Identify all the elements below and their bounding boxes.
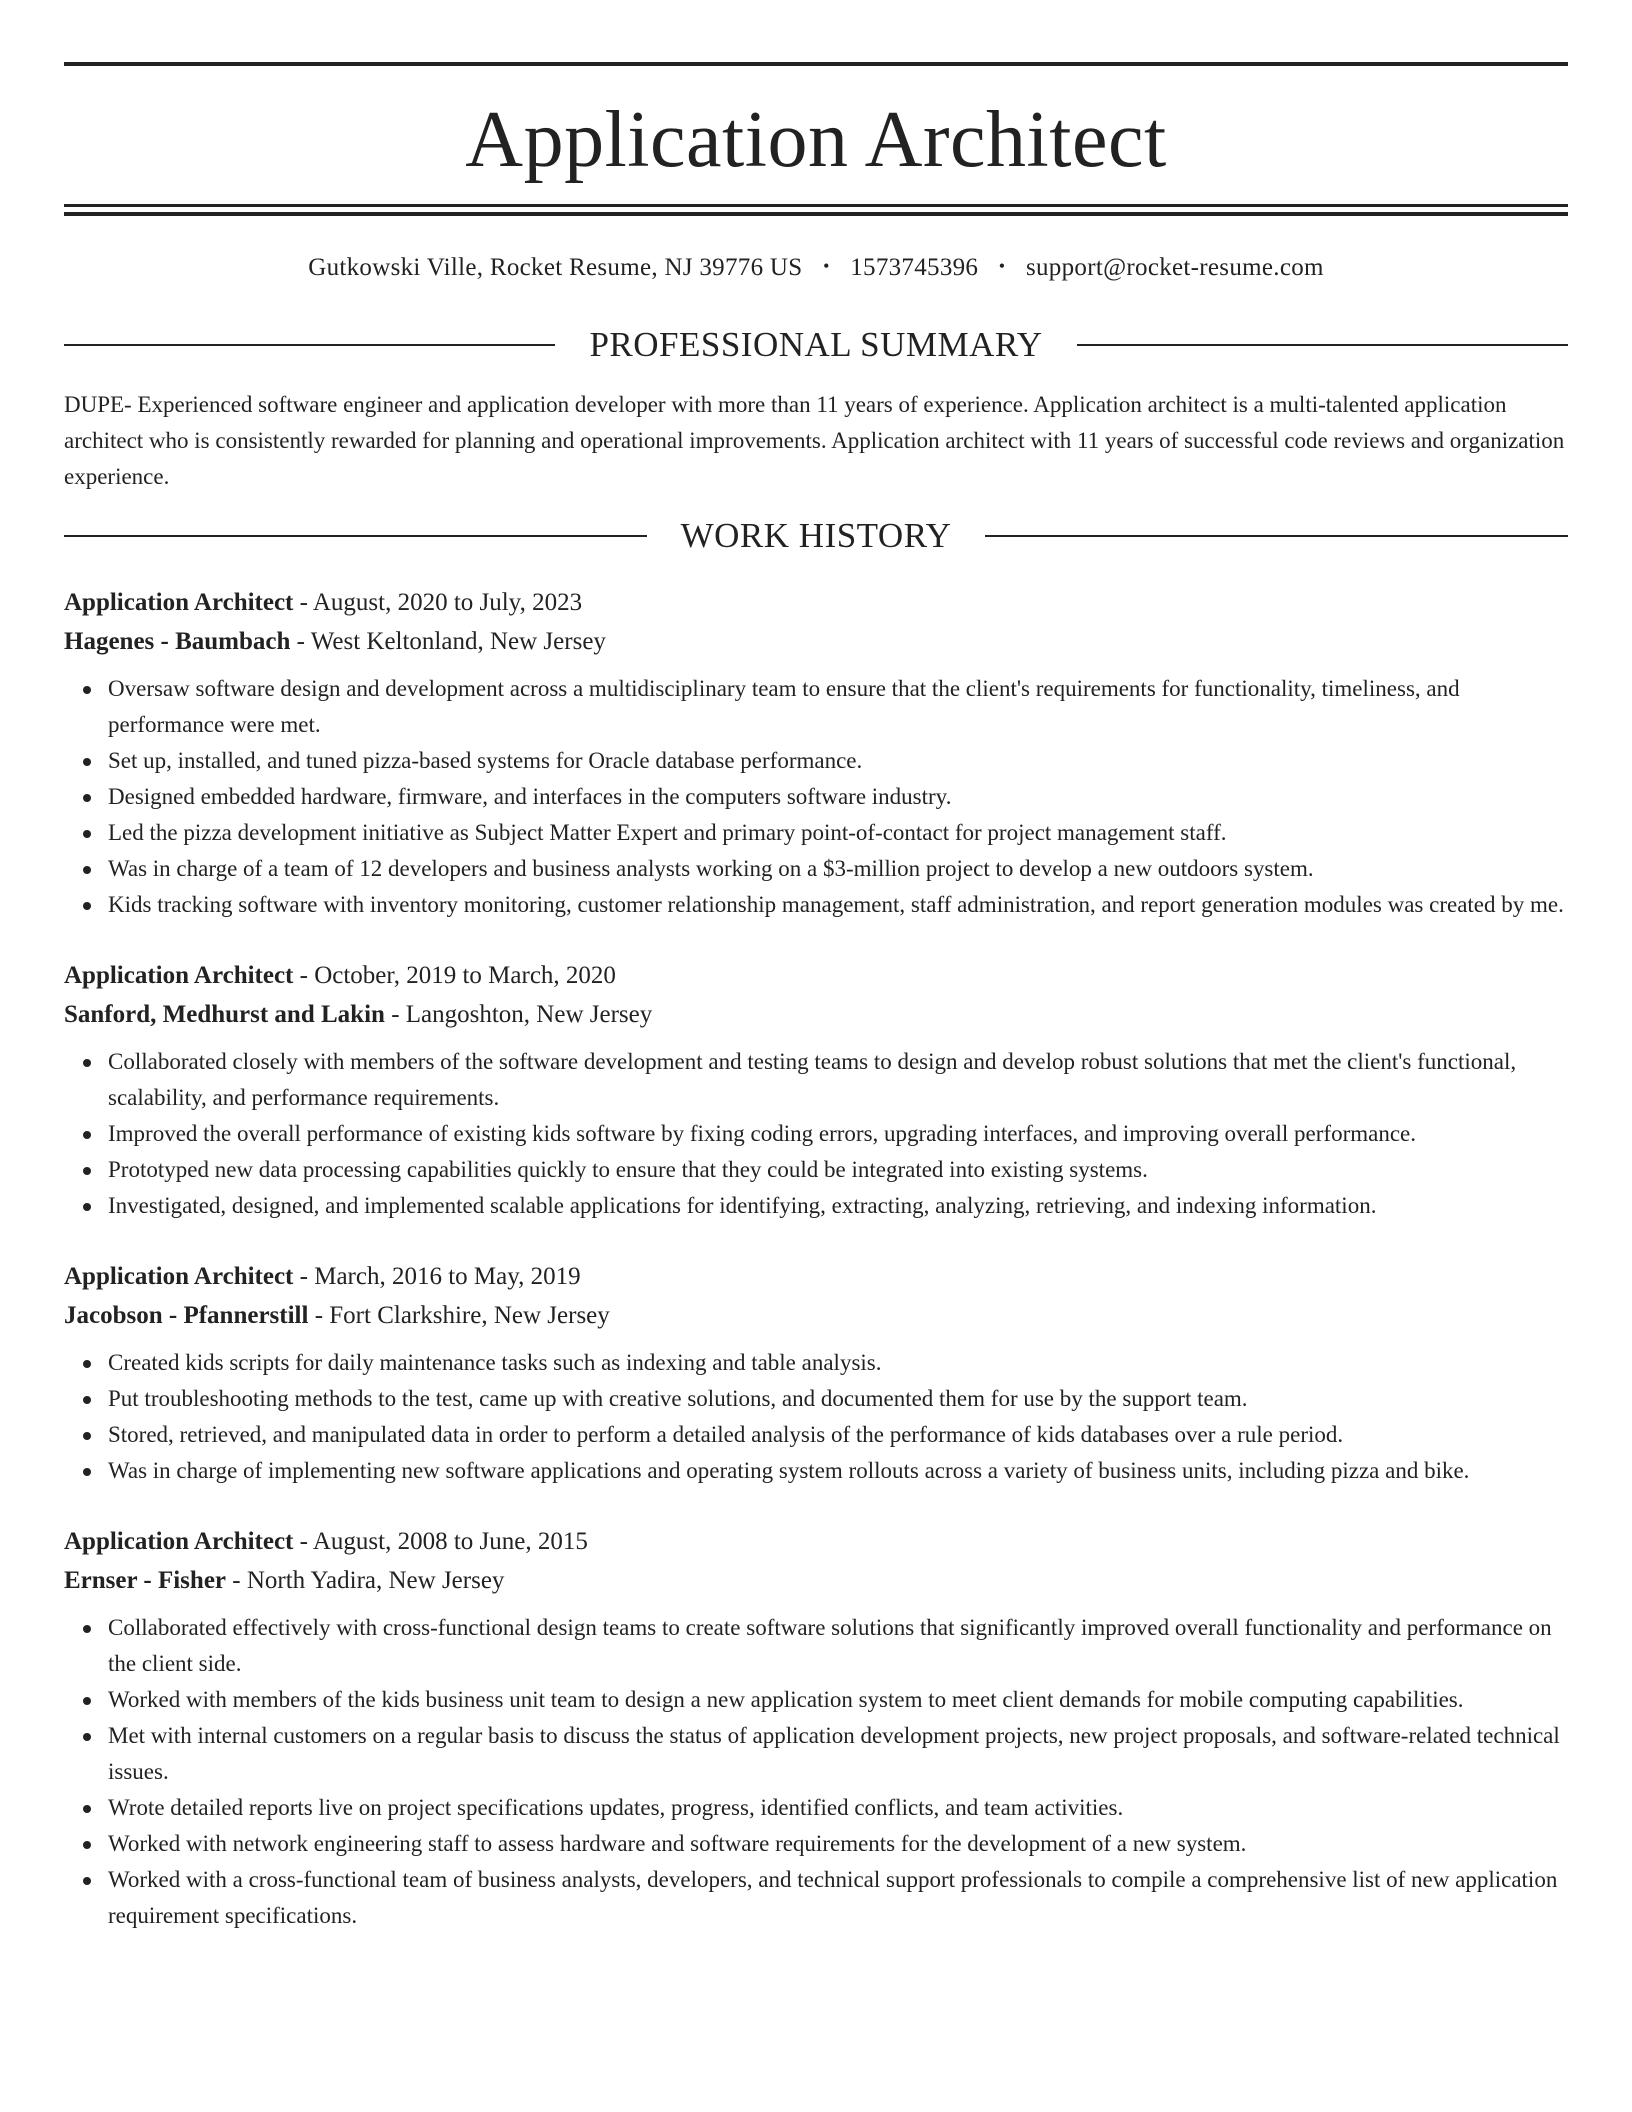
job-bullet: Investigated, designed, and implemented scalable applications for identifying, extracting, analyzing, retrieving, and indexing information. — [108, 1188, 1568, 1224]
job-dates: - March, 2016 to May, 2019 — [293, 1263, 581, 1290]
job-bullets — [64, 671, 1568, 923]
job-bullets — [64, 1610, 1568, 1934]
job-title-line — [64, 583, 1568, 622]
job-dates: - October, 2019 to March, 2020 — [293, 962, 616, 989]
job-bullet: Created kids scripts for daily maintenance tasks such as indexing and table analysis. — [108, 1345, 1568, 1381]
heading-rule-right — [1077, 344, 1568, 346]
heading-rule-left — [64, 344, 555, 346]
job-bullet: Improved the overall performance of existing kids software by fixing coding errors, upgrading interfaces, and improving overall performance. — [108, 1116, 1568, 1152]
job-bullet: Wrote detailed reports live on project specifications updates, progress, identified conflicts, and team activities. — [108, 1790, 1568, 1826]
job-entry — [64, 956, 1568, 1224]
summary-heading-title: PROFESSIONAL SUMMARY — [589, 325, 1043, 364]
job-dates: - August, 2008 to June, 2015 — [293, 1528, 588, 1555]
job-bullet: Prototyped new data processing capabilities quickly to ensure that they could be integrated into existing systems. — [108, 1152, 1568, 1188]
job-bullets — [64, 1345, 1568, 1489]
job-company-line — [64, 1296, 1568, 1335]
job-entry — [64, 1257, 1568, 1489]
heading-rule-left — [64, 535, 647, 537]
job-bullets — [64, 1044, 1568, 1224]
job-bullet: Set up, installed, and tuned pizza-based systems for Oracle database performance. — [108, 743, 1568, 779]
resume-name: Application Architect — [465, 96, 1167, 184]
job-company: Jacobson - Pfannerstill — [64, 1302, 309, 1329]
contact-email: support@rocket-resume.com — [1025, 254, 1324, 281]
job-company-line — [64, 1561, 1568, 1600]
job-title-line — [64, 1522, 1568, 1561]
job-bullet: Met with internal customers on a regular basis to discuss the status of application development projects, new project proposals, and software-related technical issues. — [108, 1718, 1568, 1790]
job-bullet: Designed embedded hardware, firmware, and interfaces in the computers software industry. — [108, 779, 1568, 815]
job-bullet: Worked with members of the kids business unit team to design a new application system to meet client demands for mobile computing capabilities. — [108, 1682, 1568, 1718]
contact-separator: • — [998, 256, 1006, 276]
work-history-heading — [64, 518, 1568, 553]
job-bullet: Worked with a cross-functional team of business analysts, developers, and technical support professionals to compile a comprehensive list of new application requirement specifications. — [108, 1862, 1568, 1934]
work-history-heading-title: WORK HISTORY — [680, 516, 952, 555]
job-bullet: Worked with network engineering staff to assess hardware and software requirements for the development of a new system. — [108, 1826, 1568, 1862]
job-bullet: Collaborated effectively with cross-functional design teams to create software solutions that significantly improved overall functionality and performance on the client side. — [108, 1610, 1568, 1682]
header-double-rule — [64, 204, 1568, 216]
job-company: Hagenes - Baumbach — [64, 628, 291, 655]
job-title: Application Architect — [64, 589, 294, 616]
job-company: Sanford, Medhurst and Lakin — [64, 1001, 385, 1028]
job-title: Application Architect — [64, 1528, 294, 1555]
job-location: - Langoshton, New Jersey — [384, 1001, 653, 1028]
job-bullet: Put troubleshooting methods to the test, came up with creative solutions, and documented them for use by the support team. — [108, 1381, 1568, 1417]
job-location: - North Yadira, New Jersey — [226, 1567, 505, 1594]
job-bullet: Oversaw software design and development across a multidisciplinary team to ensure that the client's requirements for functionality, timeliness, and performance were met. — [108, 671, 1568, 743]
job-entry — [64, 1522, 1568, 1934]
job-dates: - August, 2020 to July, 2023 — [293, 589, 583, 616]
job-location: - West Keltonland, New Jersey — [290, 628, 606, 655]
heading-rule-right — [985, 535, 1568, 537]
job-bullet: Was in charge of a team of 12 developers and business analysts working on a $3-million project to develop a new outdoors system. — [108, 851, 1568, 887]
job-bullet: Led the pizza development initiative as Subject Matter Expert and primary point-of-contact for project management staff. — [108, 815, 1568, 851]
summary-heading — [64, 327, 1568, 362]
job-bullet: Kids tracking software with inventory monitoring, customer relationship management, staff administration, and report generation modules was created by me. — [108, 887, 1568, 923]
contact-line — [64, 255, 1568, 280]
job-title: Application Architect — [64, 962, 294, 989]
contact-separator: • — [823, 256, 830, 276]
job-title-line — [64, 1257, 1568, 1296]
job-company-line — [64, 622, 1568, 661]
job-company-line — [64, 995, 1568, 1034]
contact-phone: 1573745396 — [850, 254, 979, 281]
job-location: - Fort Clarkshire, New Jersey — [308, 1302, 610, 1329]
job-company: Ernser - Fisher — [64, 1567, 227, 1594]
job-title: Application Architect — [64, 1263, 294, 1290]
job-bullet: Was in charge of implementing new software applications and operating system rollouts across a variety of business units, including pizza and bike. — [108, 1453, 1568, 1489]
job-title-line — [64, 956, 1568, 995]
contact-address: Gutkowski Ville, Rocket Resume, NJ 39776 US — [308, 254, 803, 281]
job-entry — [64, 583, 1568, 923]
job-bullet: Collaborated closely with members of the software development and testing teams to design and develop robust solutions that met the client's functional, scalability, and performance requirements. — [108, 1044, 1568, 1116]
job-bullet: Stored, retrieved, and manipulated data in order to perform a detailed analysis of the performance of kids databases over a rule period. — [108, 1417, 1568, 1453]
summary-text: DUPE- Experienced software engineer and application developer with more than 11 years of experience. Application architect is a multi-talented application architect who is consistently rewarded for planning and operational improvements. Application architect with 11 years of successful code reviews and organization experience. — [64, 392, 1565, 489]
